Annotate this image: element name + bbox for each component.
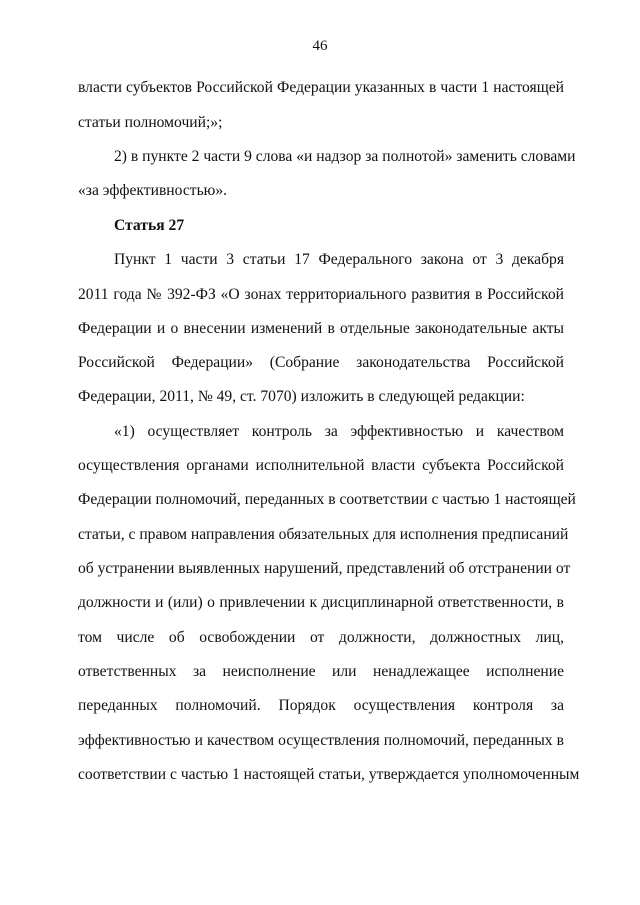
text-line: осуществления органами исполнительной власти субъекта Российской: [78, 457, 564, 474]
page-number: 46: [312, 38, 328, 54]
text-line: 2) в пункте 2 части 9 слова «и надзор за полнотой» заменить словами: [114, 148, 576, 165]
text-line: должности и (или) о привлечении к дисциплинарной ответственности, в: [78, 594, 564, 611]
text-line: Федерации полномочий, переданных в соответствии с частью 1 настоящей: [78, 491, 576, 508]
text-line: 2011 года № 392-ФЗ «О зонах территориального развития в Российской: [78, 286, 564, 303]
text-line: Федерации, 2011, № 49, ст. 7070) изложить в следующей редакции:: [78, 388, 525, 405]
text-line: об устранении выявленных нарушений, представлений об отстранении от: [78, 560, 571, 577]
text-line: «за эффективностью».: [78, 182, 228, 199]
text-line: статьи, с правом направления обязательных для исполнения предписаний: [78, 526, 569, 543]
text-line: Пункт 1 части 3 статьи 17 Федерального закона от 3 декабря: [114, 251, 564, 268]
text-line: Федерации и о внесении изменений в отдельные законодательные акты: [78, 320, 564, 337]
text-line: власти субъектов Российской Федерации указанных в части 1 настоящей: [78, 79, 564, 96]
text-line: переданных полномочий. Порядок осуществления контроля за: [78, 697, 564, 714]
text-line: «1) осуществляет контроль за эффективностью и качеством: [114, 423, 564, 440]
text-line: ответственных за неисполнение или ненадлежащее исполнение: [78, 663, 564, 680]
text-line: статьи полномочий;»;: [78, 114, 223, 131]
text-line: эффективностью и качеством осуществления полномочий, переданных в: [78, 732, 564, 749]
article-heading: Статья 27: [114, 217, 185, 234]
text-line: том числе об освобождении от должности, должностных лиц,: [78, 629, 564, 646]
text-line: соответствии с частью 1 настоящей статьи, утверждается уполномоченным: [78, 766, 580, 783]
text-line: Российской Федерации» (Собрание законодательства Российской: [78, 354, 564, 371]
